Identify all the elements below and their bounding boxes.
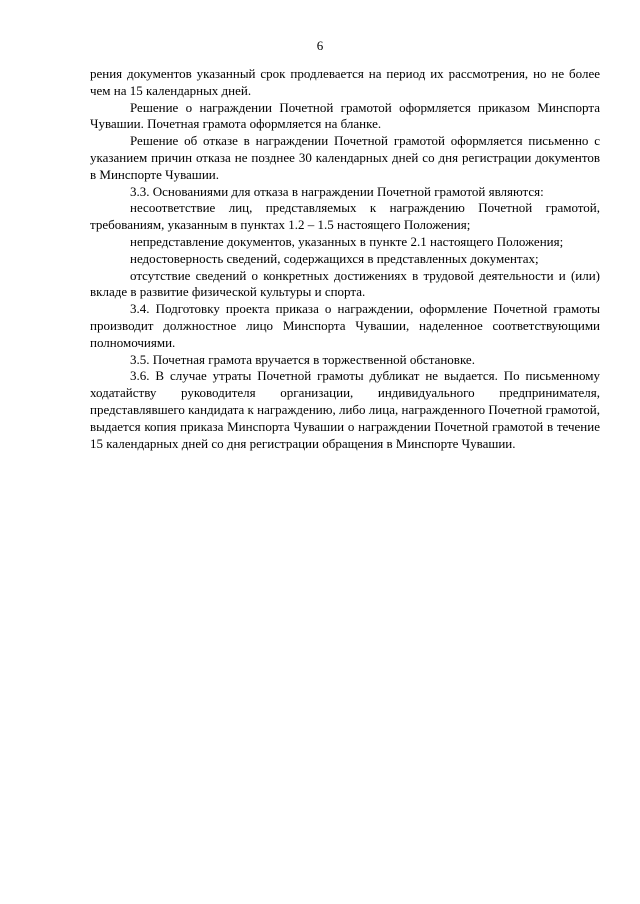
- paragraph: 3.6. В случае утраты Почетной грамоты дубликат не выдается. По письменному ходатайству руководителя организации, индивидуального предпринимателя, представлявшего кандидата к награждению, либо лица, награжденного Почетной грамотой, выдается копия приказа Минспорта Чувашии о награждении Почетной грамотой в течение 15 календарных дней со дня регистрации обращения в Минспорте Чувашии.: [90, 368, 600, 451]
- paragraph: Решение об отказе в награждении Почетной грамотой оформляется письменно с указанием причин отказа не позднее 30 календарных дней со дня регистрации документов в Минспорте Чувашии.: [90, 133, 600, 182]
- document-body: [90, 66, 600, 452]
- list-item: несоответствие лиц, представляемых к награждению Почетной грамотой, требованиям, указанным в пунктах 1.2 – 1.5 настоящего Положения;: [90, 200, 600, 233]
- page-number: 6: [316, 38, 324, 53]
- list-item: отсутствие сведений о конкретных достижениях в трудовой деятельности и (или) вкладе в развитие физической культуры и спорта.: [90, 267, 600, 300]
- paragraph: Решение о награждении Почетной грамотой оформляется приказом Минспорта Чувашии. Почетная грамота оформляется на бланке.: [90, 99, 600, 132]
- paragraph: 3.4. Подготовку проекта приказа о награждении, оформление Почетной грамоты производит должностное лицо Минспорта Чувашии, наделенное соответствующими полномочиями.: [90, 301, 600, 350]
- list-item: недостоверность сведений, содержащихся в представленных документах;: [130, 250, 539, 266]
- paragraph: рения документов указанный срок продлевается на период их рассмотрения, но не более чем на 15 календарных дней.: [90, 66, 600, 98]
- paragraph: 3.5. Почетная грамота вручается в торжественной обстановке.: [130, 351, 475, 367]
- section-heading: 3.3. Основаниями для отказа в награждении Почетной грамотой являются:: [130, 183, 544, 199]
- list-item: непредставление документов, указанных в пункте 2.1 настоящего Положения;: [130, 233, 564, 249]
